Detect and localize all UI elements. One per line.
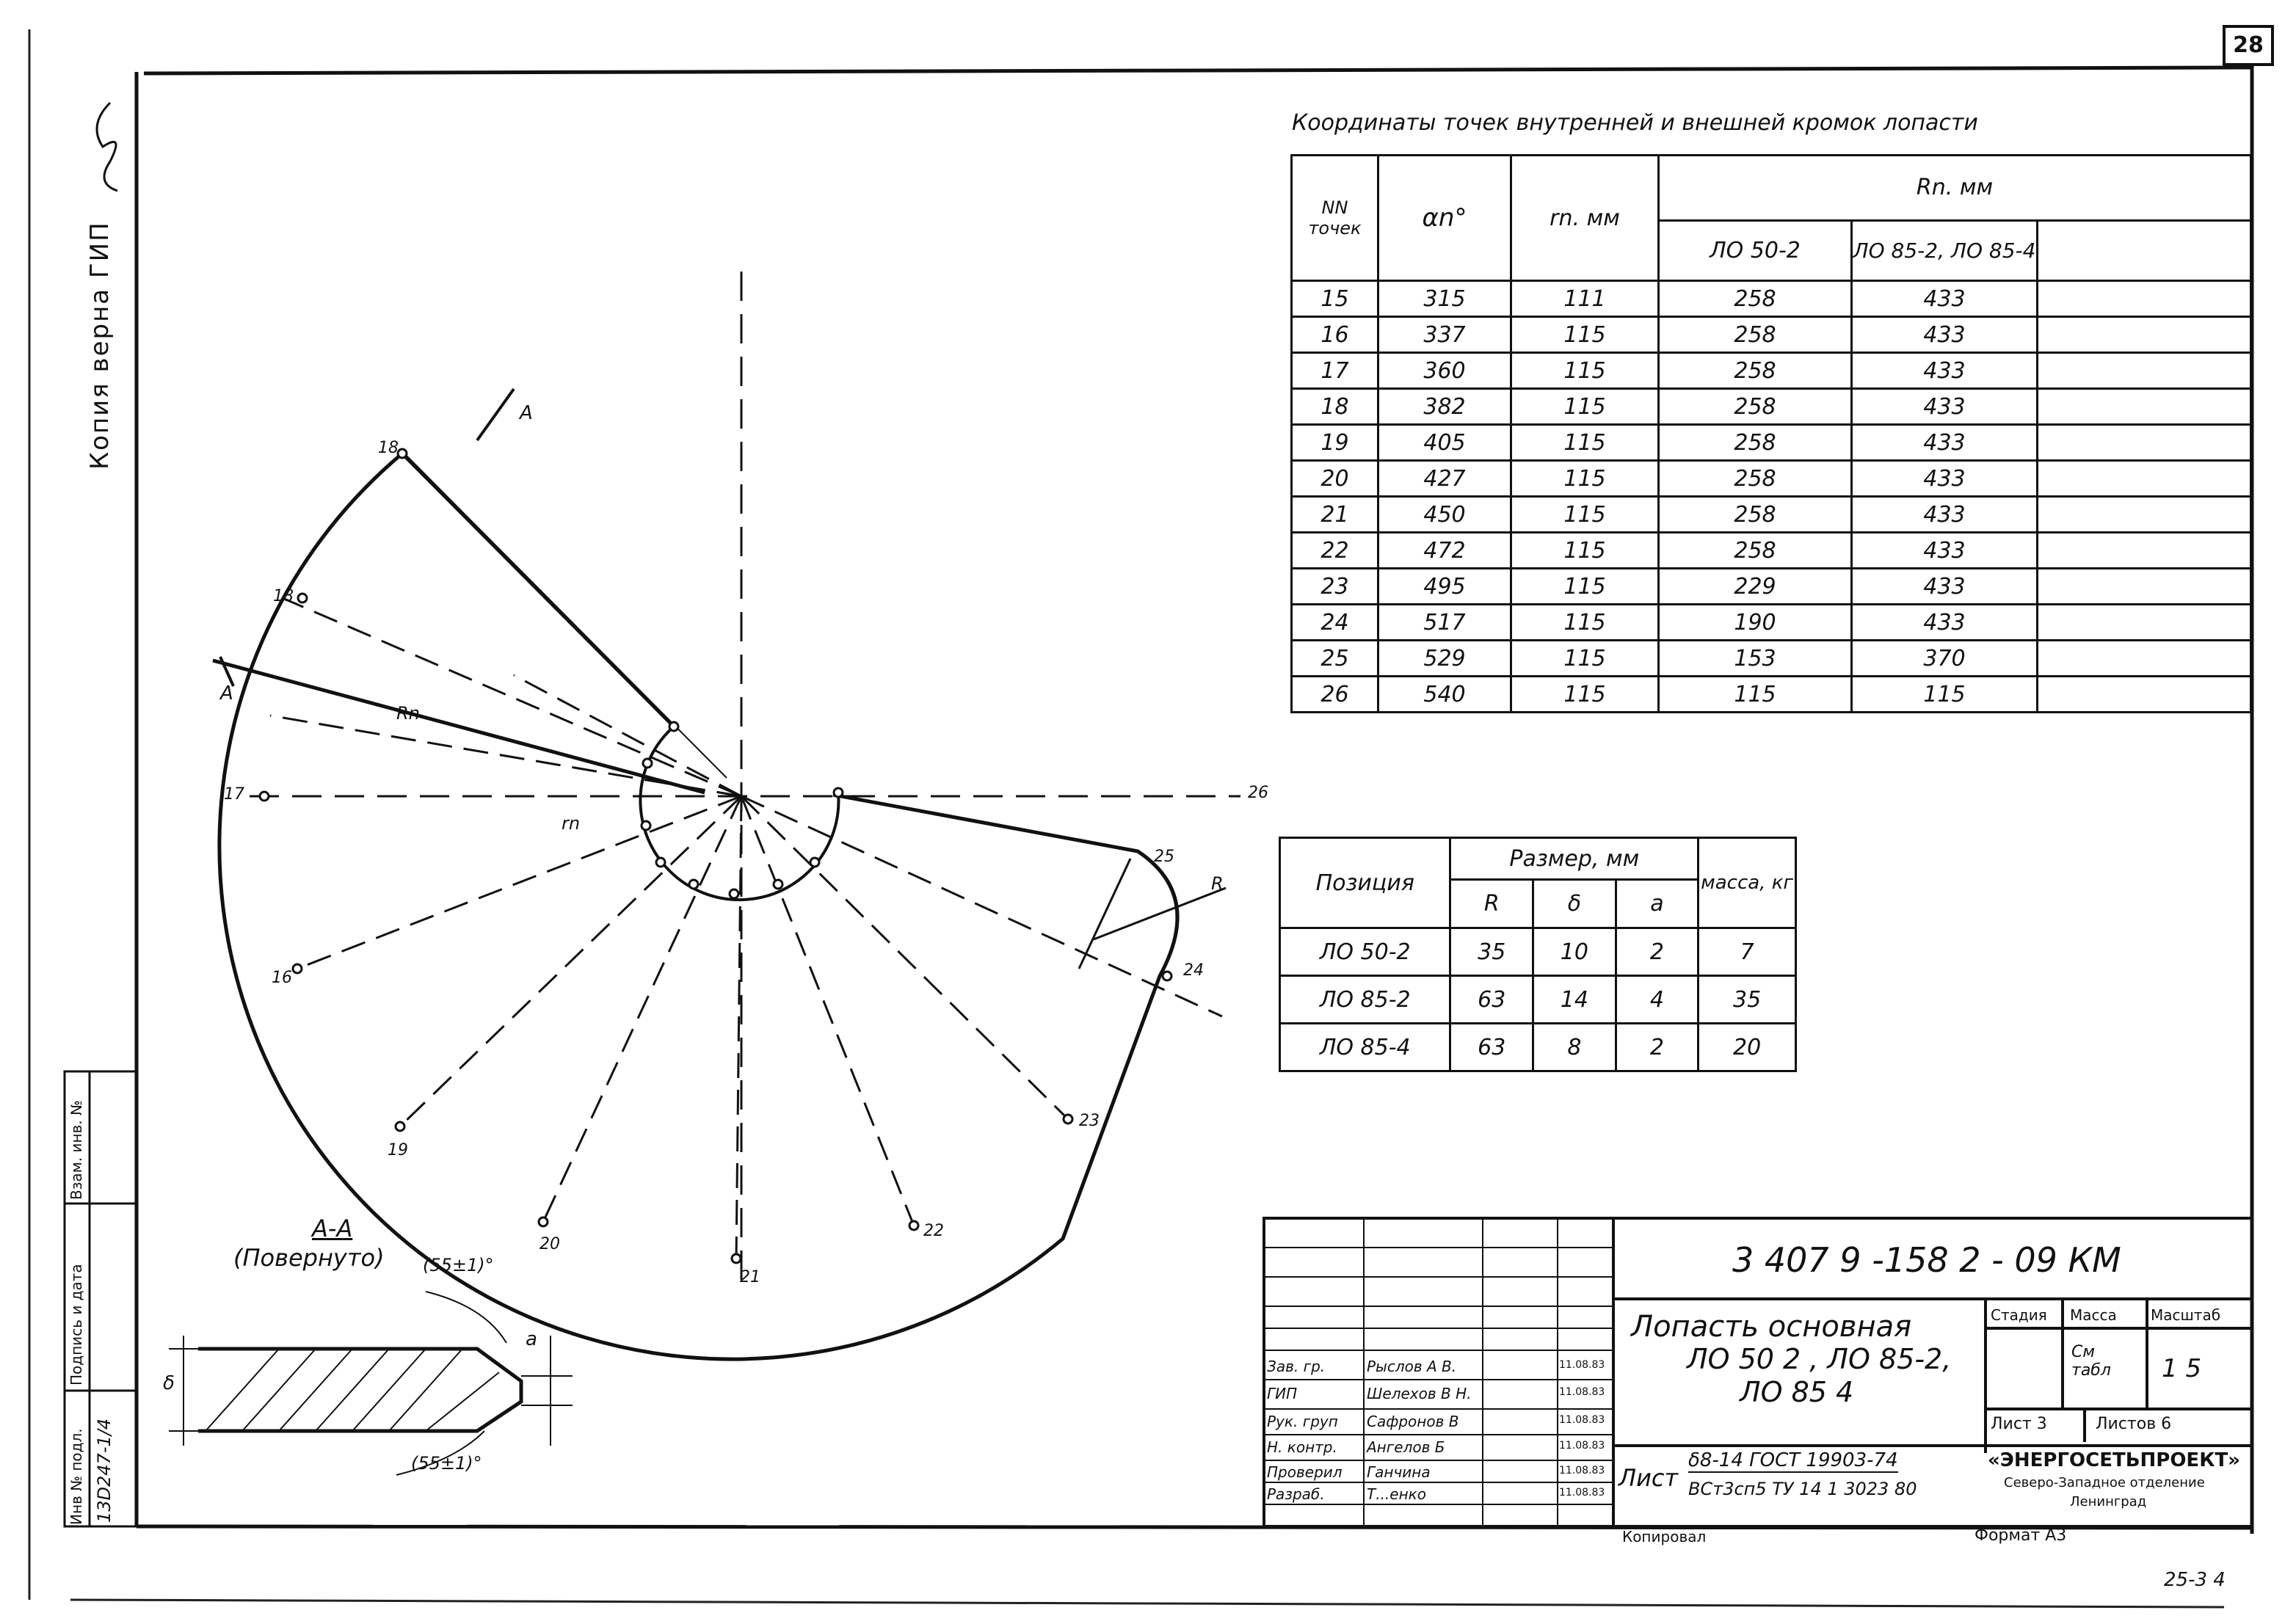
name-5: Ганчина xyxy=(1367,1463,1431,1481)
cell-position: ЛО 85-4 xyxy=(1280,1024,1450,1071)
cell-delta: 10 xyxy=(1533,928,1616,976)
cell-point: 18 xyxy=(1292,389,1378,425)
cell-lo50: 190 xyxy=(1659,605,1852,641)
cell-lo50: 258 xyxy=(1659,425,1852,461)
section-angle-top: (55±1)° xyxy=(423,1255,494,1275)
cell-lo50: 153 xyxy=(1659,641,1852,677)
cell-lo50: 258 xyxy=(1659,533,1852,569)
cell-alpha: 472 xyxy=(1378,533,1511,569)
mass-value: См табл xyxy=(2071,1343,2111,1380)
cut-marker-top xyxy=(477,389,514,440)
sheet-label: Лист 3 xyxy=(1991,1415,2047,1433)
cell-point: 24 xyxy=(1292,605,1378,641)
table-row xyxy=(1280,928,1796,976)
cell-lo50: 258 xyxy=(1659,461,1852,497)
position-table xyxy=(1279,837,1797,1072)
side-stamp-inv: Инв № подл. xyxy=(68,1428,85,1525)
header-lo85: ЛО 85-2, ЛО 85-4 xyxy=(1852,220,2038,280)
copied-label: Копировал xyxy=(1622,1528,1707,1545)
cell-mass: 35 xyxy=(1699,976,1796,1024)
signature xyxy=(97,103,117,191)
name-3: Сафронов В xyxy=(1367,1413,1459,1430)
cell-lo85: 433 xyxy=(1852,317,2038,353)
date-1: 11.08.83 xyxy=(1559,1359,1605,1371)
table-row xyxy=(1292,533,2251,569)
cell-rn: 111 xyxy=(1511,281,1659,317)
role-1: Зав. гр. xyxy=(1267,1358,1326,1375)
point-label-21: 21 xyxy=(740,1268,760,1286)
format-label: Формат А3 xyxy=(1975,1526,2067,1545)
label-rn: rn xyxy=(562,813,581,834)
material-top: δ8-14 ГОСТ 19903-74 xyxy=(1688,1449,1898,1471)
table-row xyxy=(1292,461,2251,497)
date-3: 11.08.83 xyxy=(1559,1414,1605,1426)
cell-rn: 115 xyxy=(1511,461,1659,497)
cell-rn: 115 xyxy=(1511,533,1659,569)
cell-point: 16 xyxy=(1292,317,1378,353)
organization-sub1: Северо-Западное отделение xyxy=(2004,1475,2205,1490)
point-label-25: 25 xyxy=(1154,848,1174,866)
cut-label-A-bottom: A xyxy=(220,682,233,704)
tip-center-line xyxy=(1079,859,1130,969)
header-a: a xyxy=(1616,880,1699,928)
sheets-label: Листов 6 xyxy=(2096,1415,2172,1433)
cell-rn: 115 xyxy=(1511,569,1659,605)
table-row xyxy=(1280,976,1796,1024)
cell-lo50: 229 xyxy=(1659,569,1852,605)
table-row xyxy=(1292,569,2251,605)
drawing-name-line1: Лопасть основная xyxy=(1631,1310,1912,1344)
date-2: 11.08.83 xyxy=(1559,1386,1605,1398)
coords-table-title: Координаты точек внутренней и внешней кромок лопасти xyxy=(1292,110,1978,136)
date-6: 11.08.83 xyxy=(1559,1487,1605,1499)
material-label: Лист xyxy=(1619,1464,1679,1492)
cell-lo85: 433 xyxy=(1852,569,2038,605)
coords-table xyxy=(1290,154,2252,713)
cell-delta: 8 xyxy=(1533,1024,1616,1071)
mass-label: Масса xyxy=(2070,1306,2117,1324)
blade-outer-edge xyxy=(219,454,1177,1359)
cell-point: 15 xyxy=(1292,281,1378,317)
label-Rn: Rn xyxy=(396,703,420,724)
table-row xyxy=(1292,281,2251,317)
cell-lo85: 433 xyxy=(1852,281,2038,317)
point-label-22: 22 xyxy=(923,1222,944,1240)
cell-R: 35 xyxy=(1450,928,1533,976)
header-rn: rn. мм xyxy=(1511,156,1659,281)
cell-lo85: 433 xyxy=(1852,497,2038,533)
cell-point: 23 xyxy=(1292,569,1378,605)
point-label-24: 24 xyxy=(1183,961,1204,980)
cut-marker-bottom xyxy=(220,657,233,686)
cell-empty xyxy=(2038,425,2251,461)
cell-a: 2 xyxy=(1616,1024,1699,1071)
cell-alpha: 495 xyxy=(1378,569,1511,605)
cell-empty xyxy=(2038,497,2251,533)
cell-rn: 115 xyxy=(1511,389,1659,425)
cell-alpha: 337 xyxy=(1378,317,1511,353)
table-row xyxy=(1292,317,2251,353)
name-2: Шелехов В Н. xyxy=(1367,1385,1472,1402)
cell-lo50: 258 xyxy=(1659,497,1852,533)
cell-alpha: 315 xyxy=(1378,281,1511,317)
label-tip-R: R xyxy=(1211,873,1224,894)
point-label-19: 19 xyxy=(388,1141,408,1159)
cell-empty xyxy=(2038,317,2251,353)
cell-alpha: 450 xyxy=(1378,497,1511,533)
cell-alpha: 360 xyxy=(1378,353,1511,389)
footer-number: 25-3 4 xyxy=(2164,1569,2226,1591)
cell-alpha: 405 xyxy=(1378,425,1511,461)
table-row xyxy=(1292,641,2251,677)
cell-lo50: 258 xyxy=(1659,317,1852,353)
cell-lo85: 433 xyxy=(1852,461,2038,497)
table-row xyxy=(1292,677,2251,713)
header-point: NN точек xyxy=(1292,156,1378,281)
name-1: Рыслов А В. xyxy=(1367,1358,1457,1375)
section-hatch xyxy=(206,1349,499,1431)
header-mass: масса, кг xyxy=(1699,838,1796,928)
cell-empty xyxy=(2038,281,2251,317)
cell-position: ЛО 85-2 xyxy=(1280,976,1450,1024)
sheet-edge-bottom xyxy=(70,1600,2224,1607)
side-stamp-inv2: Взам. инв. № xyxy=(68,1100,85,1200)
header-position: Позиция xyxy=(1280,838,1450,928)
cell-lo50: 115 xyxy=(1659,677,1852,713)
role-3: Рук. груп xyxy=(1267,1413,1338,1430)
cell-point: 20 xyxy=(1292,461,1378,497)
cell-lo50: 258 xyxy=(1659,281,1852,317)
radial-lines xyxy=(270,598,1222,1259)
date-4: 11.08.83 xyxy=(1559,1440,1605,1452)
cell-position: ЛО 50-2 xyxy=(1280,928,1450,976)
cell-delta: 14 xyxy=(1533,976,1616,1024)
section-title: А-А xyxy=(312,1215,353,1242)
cell-rn: 115 xyxy=(1511,605,1659,641)
header-delta: δ xyxy=(1533,880,1616,928)
cell-lo85: 433 xyxy=(1852,389,2038,425)
section-subtitle: (Повернуто) xyxy=(233,1244,385,1272)
header-size: Размер, мм xyxy=(1450,838,1699,880)
cell-lo85: 370 xyxy=(1852,641,2038,677)
name-6: Т...енко xyxy=(1367,1485,1426,1503)
stage-label: Стадия xyxy=(1991,1306,2047,1324)
cell-empty xyxy=(2038,353,2251,389)
cell-lo85: 115 xyxy=(1852,677,2038,713)
header-R: R xyxy=(1450,880,1533,928)
cell-empty xyxy=(2038,569,2251,605)
organization: «ЭНЕРГОСЕТЬПРОЕКТ» xyxy=(1988,1449,2240,1471)
cell-rn: 115 xyxy=(1511,353,1659,389)
section-angle-bottom: (55±1)° xyxy=(411,1453,482,1474)
cut-label-A-top: A xyxy=(520,402,533,424)
cell-mass: 7 xyxy=(1699,928,1796,976)
organization-sub2: Ленинград xyxy=(2070,1494,2147,1510)
header-lo50: ЛО 50-2 xyxy=(1659,220,1852,280)
table-row xyxy=(1292,605,2251,641)
blade-straight-edge xyxy=(402,454,674,727)
cell-a: 4 xyxy=(1616,976,1699,1024)
cell-empty xyxy=(2038,389,2251,425)
header-Rn-group: Rn. мм xyxy=(1659,156,2251,221)
date-5: 11.08.83 xyxy=(1559,1465,1605,1476)
cell-empty xyxy=(2038,605,2251,641)
material-bottom: ВСт3сп5 ТУ 14 1 3023 80 xyxy=(1688,1479,1917,1499)
cell-lo50: 258 xyxy=(1659,389,1852,425)
cell-alpha: 382 xyxy=(1378,389,1511,425)
table-row xyxy=(1292,353,2251,389)
role-4: Н. контр. xyxy=(1267,1438,1337,1456)
header-empty xyxy=(2038,220,2251,280)
side-stamp-sign: Подпись и дата xyxy=(68,1264,85,1386)
scale-value: 1 5 xyxy=(2162,1354,2202,1383)
name-4: Ангелов Б xyxy=(1367,1438,1445,1456)
cell-rn: 115 xyxy=(1511,425,1659,461)
point-label-18b: 18 xyxy=(273,587,294,605)
cell-point: 25 xyxy=(1292,641,1378,677)
cell-empty xyxy=(2038,677,2251,713)
copy-note: Копия верна ГИП xyxy=(85,221,115,470)
scale-label: Масштаб xyxy=(2151,1306,2221,1324)
table-row xyxy=(1280,1024,1796,1071)
section-dim-delta: δ xyxy=(163,1372,175,1394)
table-row xyxy=(1292,497,2251,533)
cell-alpha: 529 xyxy=(1378,641,1511,677)
cell-rn: 115 xyxy=(1511,677,1659,713)
cell-empty xyxy=(2038,533,2251,569)
point-label-18: 18 xyxy=(378,439,399,457)
point-label-16: 16 xyxy=(272,969,292,987)
point-label-20: 20 xyxy=(540,1235,560,1253)
page-number: 28 xyxy=(2223,25,2274,66)
cell-R: 63 xyxy=(1450,1024,1533,1071)
cell-point: 19 xyxy=(1292,425,1378,461)
cell-empty xyxy=(2038,461,2251,497)
point-label-26: 26 xyxy=(1248,784,1268,802)
cell-lo50: 258 xyxy=(1659,353,1852,389)
radius-Rn-line xyxy=(213,660,705,793)
point-label-17: 17 xyxy=(224,785,244,804)
cell-alpha: 540 xyxy=(1378,677,1511,713)
cell-mass: 20 xyxy=(1699,1024,1796,1071)
cell-point: 22 xyxy=(1292,533,1378,569)
cell-point: 26 xyxy=(1292,677,1378,713)
table-row xyxy=(1292,425,2251,461)
cell-a: 2 xyxy=(1616,928,1699,976)
cell-alpha: 517 xyxy=(1378,605,1511,641)
frame-top xyxy=(144,68,2253,73)
cell-rn: 115 xyxy=(1511,497,1659,533)
section-dim-a: a xyxy=(526,1328,537,1350)
role-5: Проверил xyxy=(1267,1463,1343,1481)
cell-rn: 115 xyxy=(1511,641,1659,677)
point-label-23: 23 xyxy=(1079,1112,1100,1130)
table-row xyxy=(1292,389,2251,425)
header-alpha: αn° xyxy=(1378,156,1511,281)
section-outline xyxy=(198,1349,521,1431)
cell-lo85: 433 xyxy=(1852,353,2038,389)
cell-point: 21 xyxy=(1292,497,1378,533)
cell-point: 17 xyxy=(1292,353,1378,389)
role-6: Разраб. xyxy=(1267,1485,1325,1503)
role-2: ГИП xyxy=(1267,1385,1298,1402)
cell-empty xyxy=(2038,641,2251,677)
drawing-name-line3: ЛО 85 4 xyxy=(1740,1376,1854,1408)
drawing-name-line2: ЛО 50 2 , ЛО 85-2, xyxy=(1687,1343,1952,1375)
cell-rn: 115 xyxy=(1511,317,1659,353)
cell-lo85: 433 xyxy=(1852,425,2038,461)
side-stamp-number: 13D247-1/4 xyxy=(94,1418,115,1523)
cell-lo85: 433 xyxy=(1852,533,2038,569)
doc-code: 3 407 9 -158 2 - 09 КМ xyxy=(1732,1240,2121,1280)
cell-alpha: 427 xyxy=(1378,461,1511,497)
cell-lo85: 433 xyxy=(1852,605,2038,641)
cell-R: 63 xyxy=(1450,976,1533,1024)
